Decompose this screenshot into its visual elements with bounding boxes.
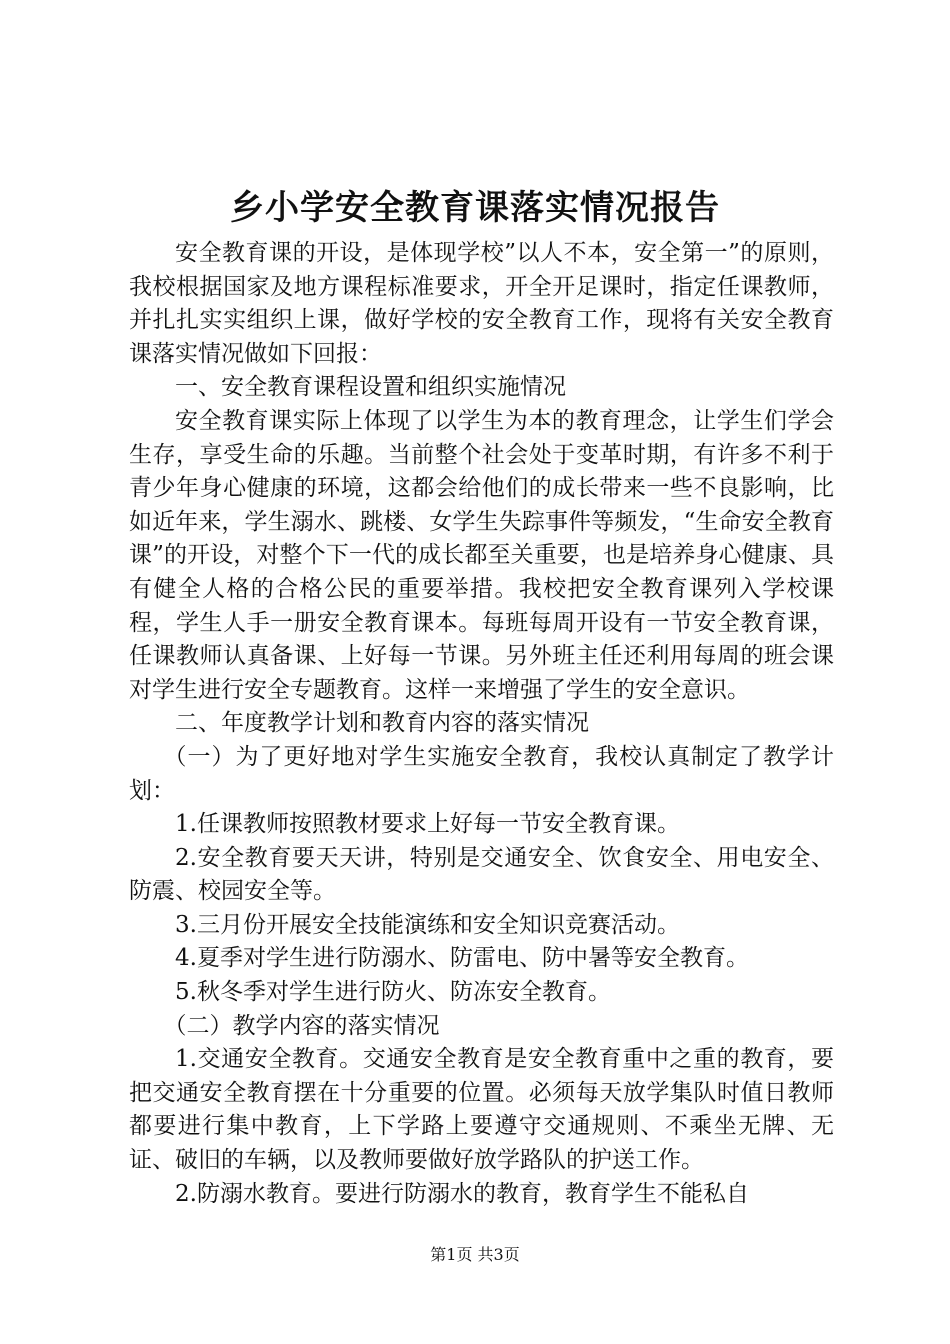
list-item: 2.安全教育要天天讲，特别是交通安全、饮食安全、用电安全、防震、校园安全等。 [129, 844, 834, 905]
paragraph-intro: 安全教育课的开设，是体现学校”以人不本，安全第一”的原则，我校根据国家及地方课程标准要求，开全开足课时，指定任课教师，并扎扎实实组织上课，做好学校的安全教育工作，现将有关安全教育课落实情况做如下回报： [129, 240, 834, 367]
list-item: 5.秋冬季对学生进行防火、防冻安全教育。 [175, 979, 611, 1006]
paragraph-section-1: 安全教育课实际上体现了以学生为本的教育理念，让学生们学会生存，享受生命的乐趣。当前整个社会处于变革时期，有许多不利于青少年身心健康的环境，这都会给他们的成长带来一些不良影响，比如近年来，学生溺水、跳楼、女学生失踪事件等频发，“生命安全教育课”的开设，对整个下一代的成长都至关重要，也是培养身心健康、具有健全人格的合格公民的重要举措。我校把安全教育课列入学校课程，学生人手一册安全教育课本。每班每周开设有一节安全教育课，任课教师认真备课、上好每一节课。另外班主任还利用每周的班会课对学生进行安全专题教育。这样一来增强了学生的安全意识。 [129, 407, 834, 703]
document-title: 乡小学安全教育课落实情况报告 [230, 188, 720, 228]
list-item: 4.夏季对学生进行防溺水、防雷电、防中暑等安全教育。 [175, 945, 749, 972]
section-heading-2: 二、年度教学计划和教育内容的落实情况 [175, 710, 589, 737]
document-body [129, 237, 834, 1211]
list-item: 1.交通安全教育。交通安全教育是安全教育重中之重的教育，要把交通安全教育摆在十分重要的位置。必须每天放学集队时值日教师都要进行集中教育，上下学路上要遵守交通规则、不乘坐无牌、无证、破旧的车辆，以及教师要做好放学路队的护送工作。 [129, 1046, 834, 1174]
list-item: 3.三月份开展安全技能演练和安全知识竞赛活动。 [175, 911, 680, 938]
page-number-footer: 第1页 共3页 [430, 1245, 520, 1264]
list-item: 1.任课教师按照教材要求上好每一节安全教育课。 [175, 811, 680, 838]
subsection-heading-1: （一）为了更好地对学生实施安全教育，我校认真制定了教学计划： [129, 743, 834, 804]
list-item: 2.防溺水教育。要进行防溺水的教育，教育学生不能私自 [175, 1180, 749, 1207]
subsection-heading-2: （二）教学内容的落实情况 [163, 1012, 440, 1039]
section-heading-1: 一、安全教育课程设置和组织实施情况 [175, 374, 566, 401]
